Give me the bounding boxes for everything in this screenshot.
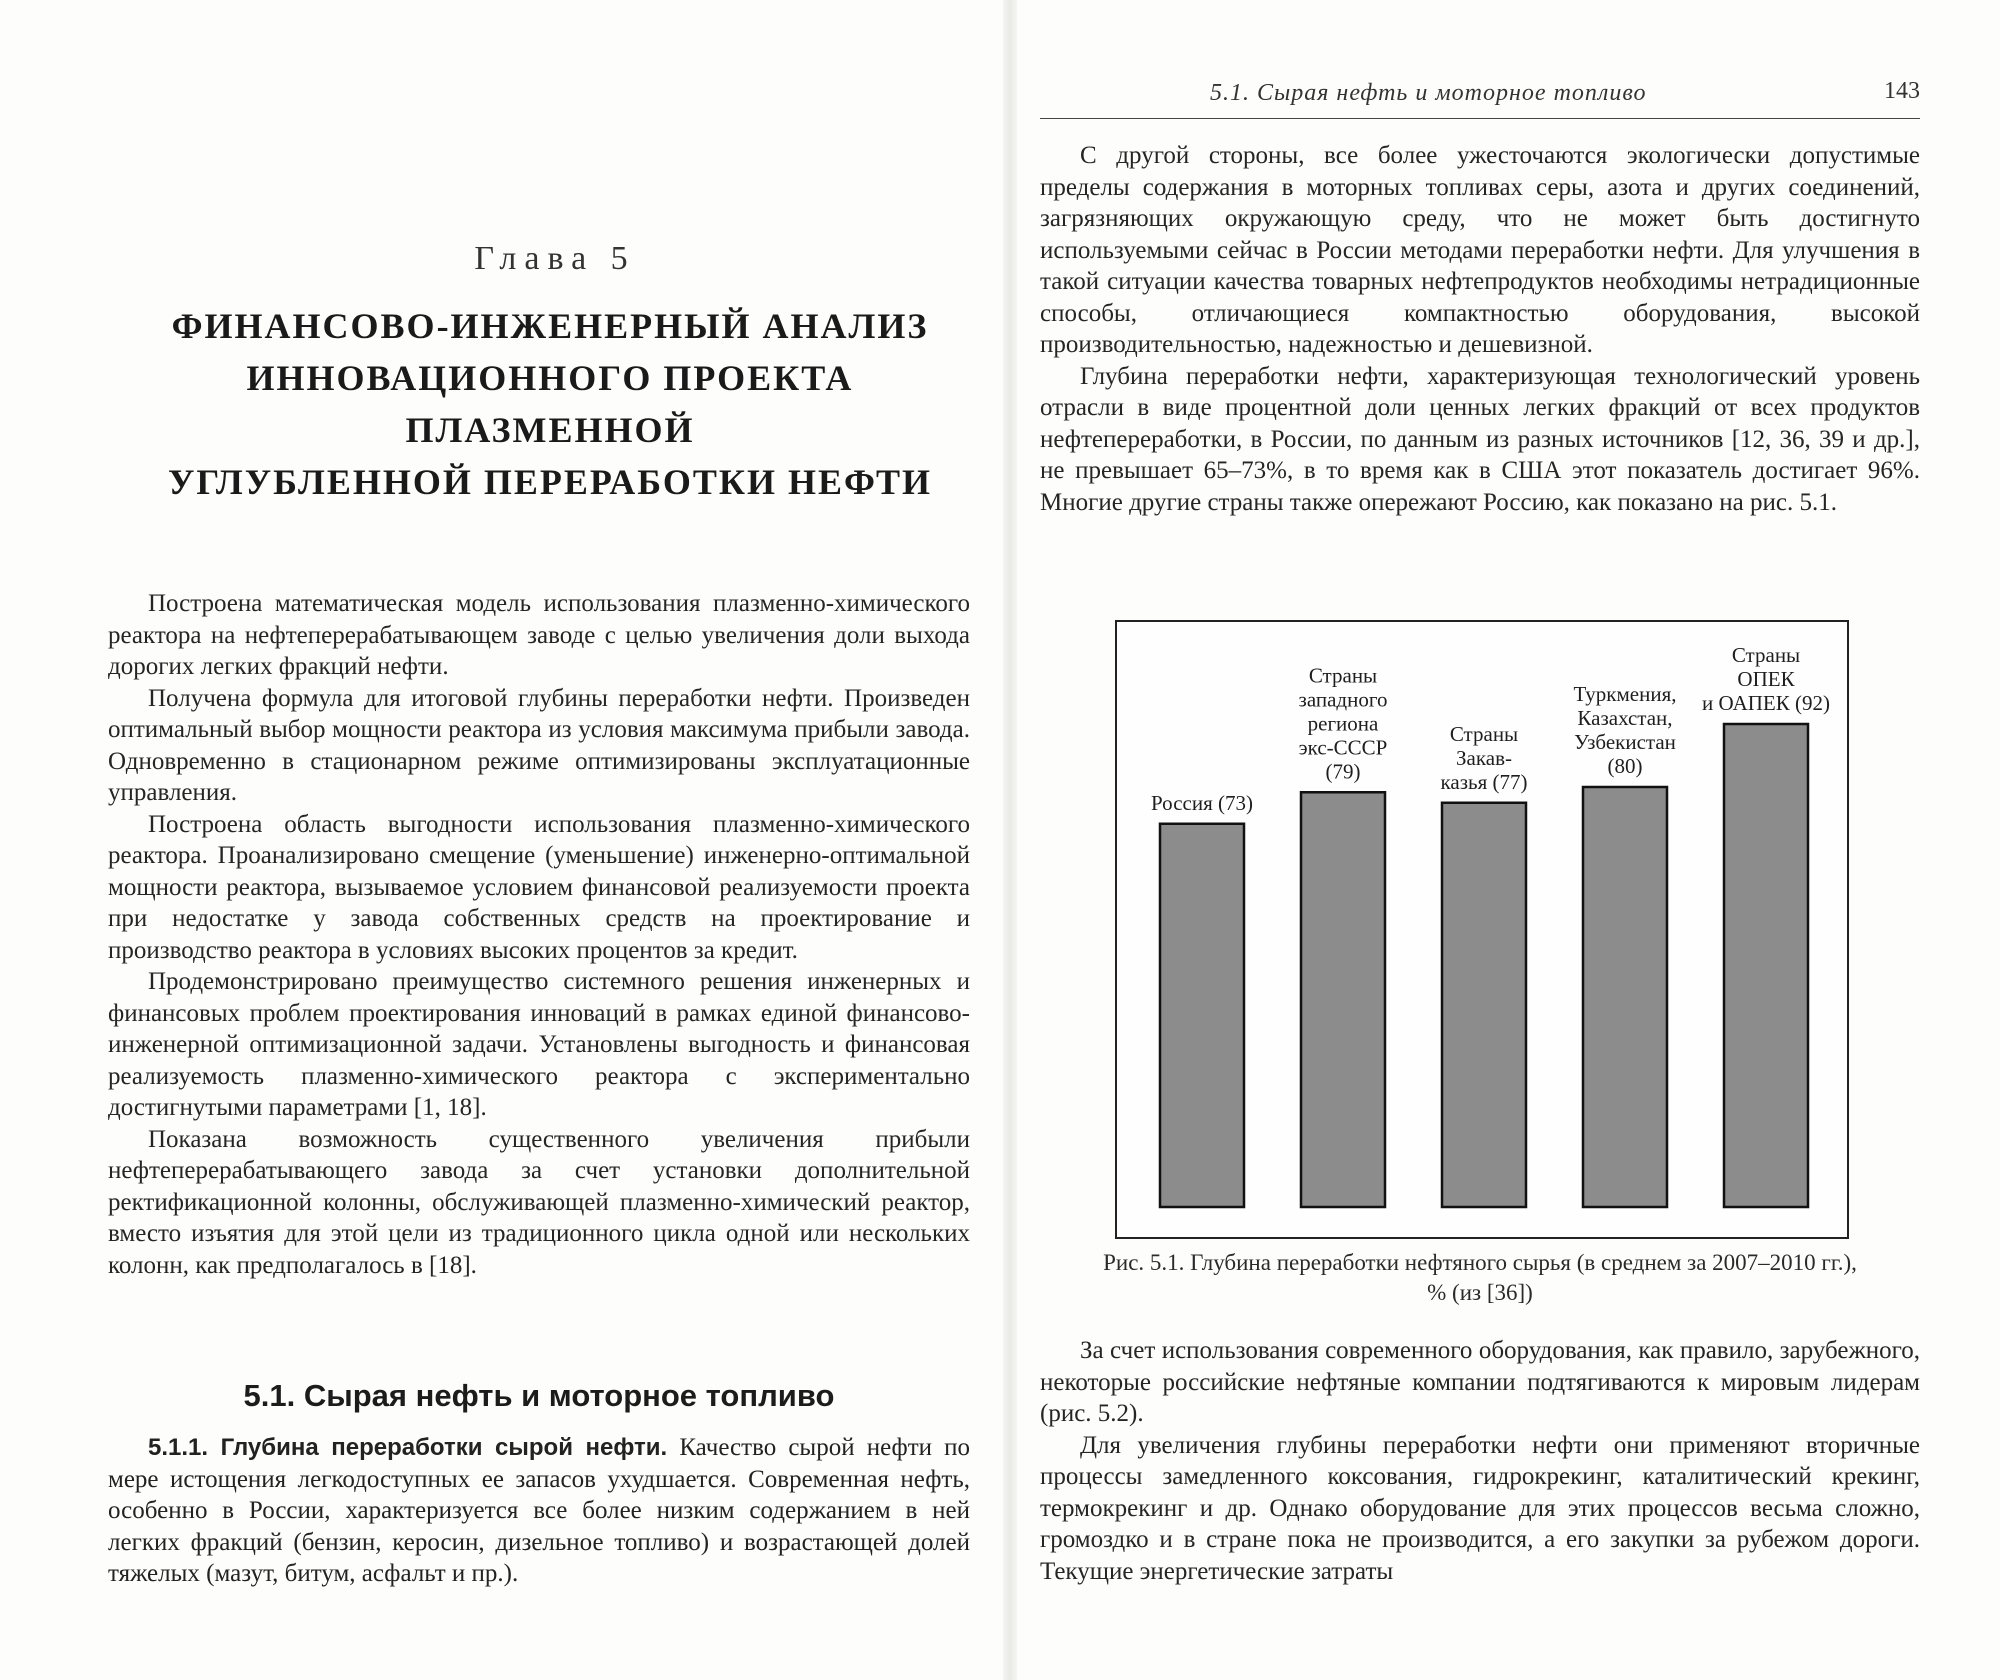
figure-caption-line: Рис. 5.1. Глубина переработки нефтяного сырья (в среднем за 2007–2010 гг.), — [1103, 1250, 1857, 1275]
body-paragraph: С другой стороны, все более ужесточаются экологически допустимые пределы содержания в моторных топливах серы, азота и других соединений, загрязняющих окружающую среду, что не может быть достигнуто используемыми сейчас в России методами переработки нефти. Для улучшения в такой ситуации качества товарных нефтепродуктов необходимы нетрадиционные способы, отличающиеся компактностью оборудования, высокой производительностью, надежностью и дешевизной. — [1040, 142, 1920, 358]
chart-canvas — [1117, 622, 1847, 1237]
body-paragraph: Для увеличения глубины переработки нефти они применяют вторичные процессы замедленного коксования, гидрокрекинг, каталитический крекинг, термокрекинг и др. Однако оборудование для этих процессов весьма сложно, громоздко и в стране пока не производится, а его закупки за рубежом дороги. Текущие энергетические затраты — [1040, 1431, 1920, 1585]
subsection-heading: 5.1.1. Глубина переработки сырой нефти. — [148, 1434, 668, 1461]
running-title: 5.1. Сырая нефть и моторное топливо — [1210, 80, 1647, 106]
abstract-paragraph: Построена математическая модель использования плазменно-химического реактора на нефтеперерабатывающем заводе с целью увеличения доли выхода дорогих легких фракций нефти. — [108, 590, 970, 680]
abstract-paragraph: Показана возможность существенного увеличения прибыли нефтеперерабатывающего завода за счет установки дополнительной ректификационной колонны, обслуживающей плазменно-химический реактор, вместо изъятия для этой цели из традиционного цикла одной или нескольких колонн, как предполагалось в [18]. — [108, 1125, 970, 1279]
running-head — [1040, 74, 1920, 119]
chart-bar-label: региона — [1307, 711, 1379, 736]
subsection-paragraph — [108, 1432, 970, 1590]
chart-bar-label: ОПЕК — [1737, 667, 1795, 691]
right-text-bottom — [1040, 1335, 1920, 1587]
chart-bar-label: Узбекистан — [1574, 730, 1676, 754]
right-text-top — [1040, 140, 1920, 518]
figure-caption — [1040, 1248, 1920, 1308]
chart-bar-label: Закав- — [1456, 745, 1512, 770]
figure-bar-chart — [1115, 620, 1849, 1239]
chapter-title-line: УГЛУБЛЕННОЙ ПЕРЕРАБОТКИ НЕФТИ — [167, 462, 932, 502]
chapter-title — [120, 300, 980, 508]
chart-bar-label: Казахстан, — [1577, 706, 1673, 730]
chart-bar — [1160, 824, 1244, 1207]
abstract-paragraph: Продемонстрировано преимущество системного решения инженерных и финансовых проблем проектирования инноваций в рамках единой финансово-инженерной оптимизационной задачи. Установлены выгодность и финансовая реализуемость плазменно-химического реактора с экспериментально достигнутыми параметрами [1, 18]. — [108, 968, 970, 1121]
chart-bar-label: экс-СССР — [1298, 735, 1388, 760]
section-heading: 5.1. Сырая нефть и моторное топливо — [243, 1378, 835, 1413]
chapter-title-line: ФИНАНСОВО-ИНЖЕНЕРНЫЙ АНАЛИЗ — [171, 306, 929, 346]
chart-bar-label: (79) — [1325, 759, 1361, 784]
chart-bar-label: и ОАПЕК (92) — [1701, 691, 1831, 715]
abstract-paragraph: Получена формула для итоговой глубины переработки нефти. Произведен оптимальный выбор мощности реактора из условия максимума прибыли завода. Одновременно в стационарном режиме оптимизированы эксплуатационные управления. — [108, 684, 970, 806]
chart-bar — [1583, 787, 1667, 1207]
chart-bar-label: Страны — [1731, 643, 1801, 667]
figure-caption-line: % (из [36]) — [1427, 1280, 1533, 1305]
chapter-title-line: ИННОВАЦИОННОГО ПРОЕКТА ПЛАЗМЕННОЙ — [246, 358, 854, 450]
chart-bar-label: (80) — [1607, 754, 1643, 778]
chart-bar-label: Страны — [1308, 663, 1378, 688]
chart-bar — [1301, 792, 1385, 1207]
abstract-paragraph: Построена область выгодности использования плазменно-химического реактора. Проанализировано смещение (уменьшение) инженерно-оптимальной мощности реактора, вызываемое условием финансовой реализуемости проекта при недостатке у завода собственных средств на проектирование и производство реактора в условиях высоких процентов за кредит. — [108, 810, 970, 964]
body-paragraph: Глубина переработки нефти, характеризующая технологический уровень отрасли в виде процентной доли ценных легких фракций от всех продуктов нефтепереработки, в России, по данным из разных источников [12, 36, 39 и др.], не превышает 65–73%, в то время как в США этот показатель достигает 96%. Многие другие страны также опережают Россию, как показано на рис. 5.1. — [1040, 362, 1920, 516]
chart-bar-label: западного — [1298, 687, 1388, 712]
chart-bar — [1442, 803, 1526, 1207]
subsection-text: Качество сырой нефти по мере истощения легкодоступных ее запасов ухудшается. Современная нефть, особенно в России, характеризуется все более низким содержанием в ней легких фракций (бензин, керосин, дизельное топливо) и возрастающей долей тяжелых (мазут, битум, асфальт и пр.). — [108, 1434, 971, 1587]
chart-bar-label: казья (77) — [1440, 769, 1528, 794]
chart-bar — [1724, 724, 1808, 1207]
chart-bar-label: Туркмения, — [1573, 682, 1677, 706]
page-number: 143 — [1884, 78, 1920, 104]
chapter-abstract — [108, 588, 970, 1281]
chapter-label: Глава 5 — [474, 240, 636, 277]
chart-bar-label: Россия (73) — [1151, 790, 1253, 815]
body-paragraph: За счет использования современного оборудования, как правило, зарубежного, некоторые российские нефтяные компании подтягиваются к мировым лидерам (рис. 5.2). — [1040, 1337, 1920, 1427]
chart-bar-label: Страны — [1449, 721, 1519, 746]
